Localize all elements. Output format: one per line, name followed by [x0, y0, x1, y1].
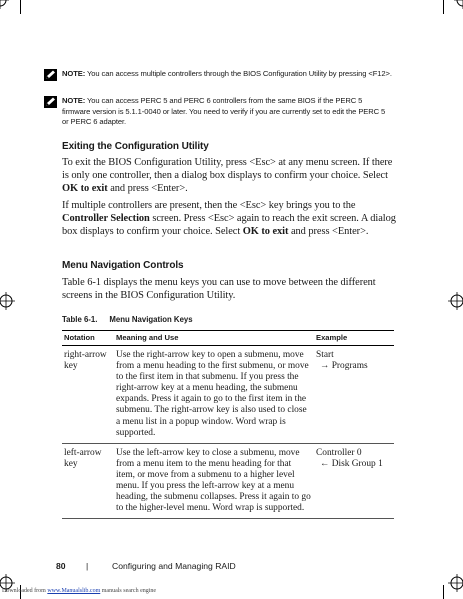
- watermark-prefix: Downloaded from: [2, 588, 48, 594]
- registration-mark-right-middle: [448, 292, 463, 310]
- menu-navigation-keys-table: [62, 330, 394, 519]
- ok-to-exit-term: OK to exit: [62, 182, 108, 194]
- section-heading-exit: Exiting the Configuration Utility: [62, 141, 209, 152]
- notation-cell: right-arrow key: [62, 346, 114, 444]
- download-watermark: [2, 588, 156, 594]
- example-cell: [314, 346, 394, 444]
- column-header-example: Example: [314, 331, 394, 346]
- example-cell: [314, 443, 394, 519]
- example-line: ← Disk Group 1: [320, 458, 383, 469]
- table-caption-title: Menu Navigation Keys: [109, 315, 193, 324]
- note-pencil-icon: [44, 96, 57, 108]
- registration-mark-top-left: [0, 0, 9, 9]
- example-line: → Programs: [320, 361, 368, 372]
- example-line: Start: [316, 350, 334, 360]
- controller-selection-term: Controller Selection: [62, 212, 150, 224]
- table-row: [62, 346, 394, 444]
- table-row: [62, 443, 394, 519]
- notation-cell: left-arrow key: [62, 443, 114, 519]
- paragraph-text: If multiple controllers are present, then the <Esc> key brings you to the: [62, 200, 356, 211]
- note-text: You can access multiple controllers through the BIOS Configuration Utility by pressing <F12>.: [87, 69, 392, 78]
- ok-to-exit-term: OK to exit: [242, 225, 289, 237]
- crop-line-top-right: [443, 0, 444, 14]
- note-perc: [62, 96, 392, 128]
- paragraph-text: and press <Enter>.: [107, 182, 188, 194]
- section-heading-navigation: Menu Navigation Controls: [62, 260, 184, 271]
- registration-mark-bottom-right: [448, 574, 463, 592]
- note-label: NOTE:: [62, 69, 86, 78]
- table-header-row: [62, 331, 394, 346]
- note-text: You can access PERC 5 and PERC 6 controllers from the same BIOS if the PERC 5 firmware version is 5.1.1-0040 or later. You need to verify if you are currently set to edit the PERC 5 or PERC 6 adapter.: [62, 96, 386, 126]
- meaning-cell: Use the right-arrow key to open a submenu, move from a menu heading to the first submenu, or move to the first item in that submenu. If you press the right-arrow key at a menu heading, the submenu expands. Press it again to go to the first item in the submenu. The right-arrow key is also used to close a menu list in a popup window. Word wrap is supported.: [114, 346, 314, 444]
- note-f12: [62, 69, 392, 80]
- example-line: Controller 0: [316, 447, 362, 458]
- footer-separator: |: [86, 561, 89, 571]
- paragraph-exit-multiple: [62, 200, 397, 239]
- column-header-notation: Notation: [62, 331, 114, 346]
- table-caption: [62, 315, 193, 324]
- paragraph-text: screen. Press <Esc> again to reach the exit screen. A dialog box displays to confirm your choice. Select: [62, 212, 396, 237]
- watermark-suffix: manuals search engine: [100, 588, 157, 594]
- paragraph-text: and press <Enter>.: [288, 225, 369, 237]
- paragraph-exit-single: [62, 157, 397, 196]
- crop-line-top-left: [20, 0, 21, 14]
- page-number: 80: [56, 561, 66, 571]
- note-pencil-icon: [44, 69, 57, 81]
- column-header-meaning: Meaning and Use: [114, 331, 314, 346]
- registration-mark-left-middle: [0, 292, 15, 310]
- table-caption-number: Table 6-1.: [62, 315, 98, 324]
- watermark-link[interactable]: www.Manualslib.com: [47, 588, 101, 594]
- note-label: NOTE:: [62, 96, 86, 105]
- paragraph-text: To exit the BIOS Configuration Utility, press <Esc> at any menu screen. If there is only one controller, then a dialog box displays to confirm your choice. Select: [62, 157, 393, 181]
- paragraph-navigation-intro: Table 6-1 displays the menu keys you can use to move between the different screens in the BIOS Configuration Utility.: [62, 277, 376, 301]
- footer-chapter-title: Configuring and Managing RAID: [112, 561, 236, 571]
- meaning-cell: Use the left-arrow key to close a submenu, move from a menu item to the menu heading for that item, or move from a submenu to a higher level menu. If you press the left-arrow key at a menu heading, the submenu collapses. Press it again to go to the higher-level menu. Word wrap is supported.: [114, 443, 314, 519]
- registration-mark-top-right: [454, 0, 463, 9]
- crop-line-bottom-right: [443, 585, 444, 599]
